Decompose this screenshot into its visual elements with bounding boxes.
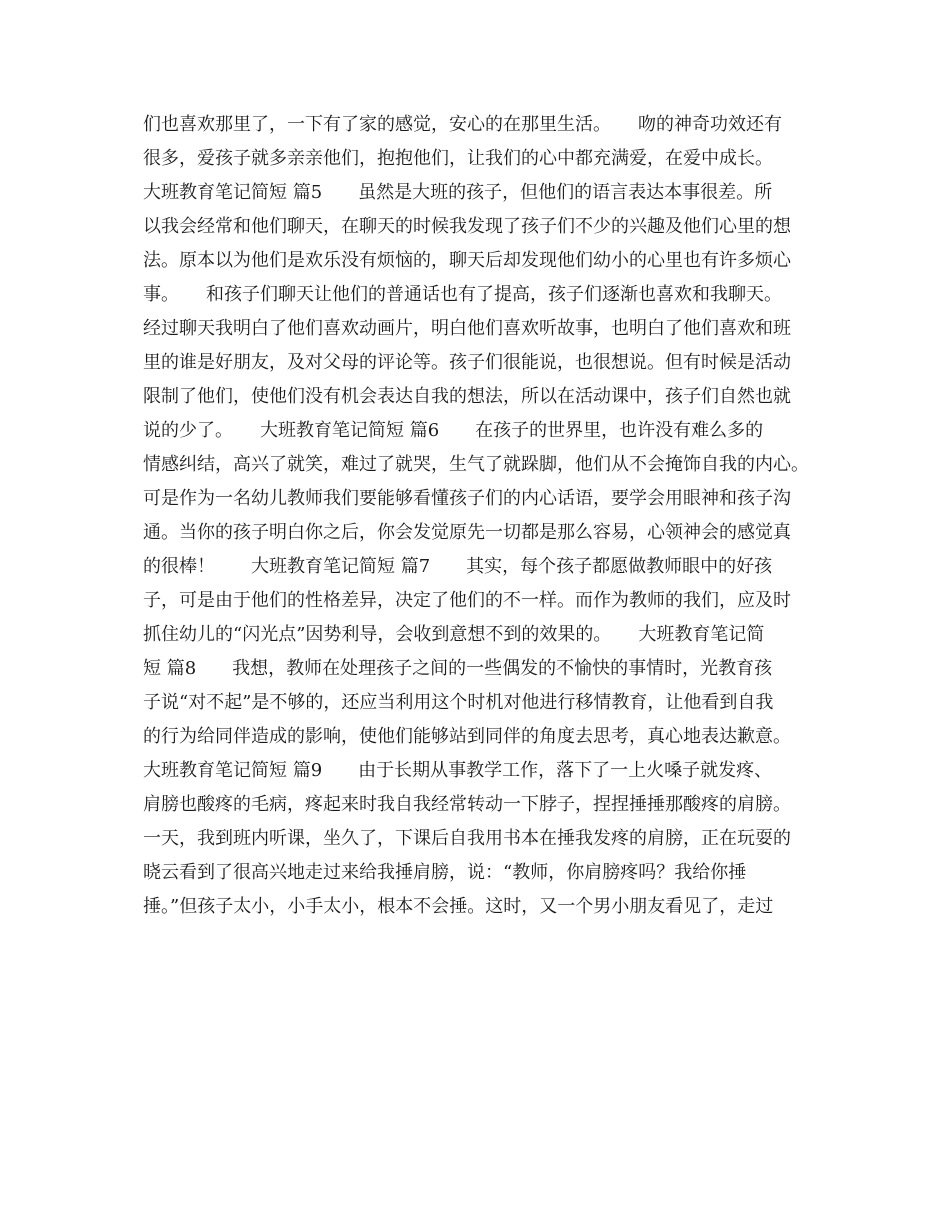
text-line: 通。当你的孩子明白你之后，你会发觉原先一切都是那么容易，心领神会的感觉真: [143, 522, 791, 543]
text-line: 大班教育笔记简短 篇5 虽然是大班的孩子，但他们的语言表达本事很差。所: [143, 182, 773, 203]
text-line: 里的谁是好朋友，及对父母的评论等。孩子们很能说，也很想说。但有时候是活动: [143, 352, 791, 373]
text-line: 很多，爱孩子就多亲亲他们，抱抱他们，让我们的心中都充满爱，在爱中成长。: [143, 148, 773, 169]
text-line: 以我会经常和他们聊天，在聊天的时候我发现了孩子们不少的兴趣及他们心里的想: [143, 216, 791, 237]
text-line: 可是作为一名幼儿教师我们要能够看懂孩子们的内心话语，要学会用眼神和孩子沟: [143, 488, 791, 509]
text-line: 法。原本以为他们是欢乐没有烦恼的，聊天后却发现他们幼小的心里也有许多烦心: [143, 250, 791, 271]
text-line: 捶。”但孩子太小，小手太小，根本不会捶。这时，又一个男小朋友看见了，走过: [143, 896, 774, 917]
text-line: 大班教育笔记简短 篇9 由于长期从事教学工作，落下了一上火嗓子就发疼、: [143, 760, 773, 781]
text-line: 经过聊天我明白了他们喜欢动画片，明白他们喜欢听故事，也明白了他们喜欢和班: [143, 318, 791, 339]
text-line: 短 篇8 我想，教师在处理孩子之间的一些偶发的不愉快的事情时，光教育孩: [143, 658, 773, 679]
text-line: 晓云看到了很高兴地走过来给我捶肩膀，说：“教师，你肩膀疼吗？我给你捶: [143, 862, 747, 883]
text-line: 子说“对不起”是不够的，还应当利用这个时机对他进行移情教育，让他看到自我: [143, 692, 774, 713]
text-line: 子，可是由于他们的性格差异，决定了他们的不一样。而作为教师的我们，应及时: [143, 590, 791, 611]
text-line: 限制了他们，使他们没有机会表达自我的想法，所以在活动课中，孩子们自然也就: [143, 386, 791, 407]
text-line: 肩膀也酸疼的毛病，疼起来时我自我经常转动一下脖子，捏捏捶捶那酸疼的肩膀。: [143, 794, 791, 815]
text-line: 们也喜欢那里了，一下有了家的感觉，安心的在那里生活。 吻的神奇功效还有: [143, 114, 782, 135]
text-line: 事。 和孩子们聊天让他们的普通话也有了提高，孩子们逐渐也喜欢和我聊天。: [143, 284, 782, 305]
text-line: 情感纠结，高兴了就笑，难过了就哭，生气了就跺脚，他们从不会掩饰自我的内心。: [143, 454, 809, 475]
text-line: 抓住幼儿的“闪光点”因势利导，会收到意想不到的效果的。 大班教育笔记简: [143, 624, 765, 645]
body-text: [143, 108, 823, 924]
text-line: 的行为给同伴造成的影响，使他们能够站到同伴的角度去思考，真心地表达歉意。: [143, 726, 791, 747]
text-line: 的很棒！ 大班教育笔记简短 篇7 其实，每个孩子都愿做教师眼中的好孩: [143, 556, 773, 577]
text-line: 一天，我到班内听课，坐久了，下课后自我用书本在捶我发疼的肩膀，正在玩耍的: [143, 828, 791, 849]
text-line: 说的少了。 大班教育笔记简短 篇6 在孩子的世界里，也许没有难么多的: [143, 420, 764, 441]
